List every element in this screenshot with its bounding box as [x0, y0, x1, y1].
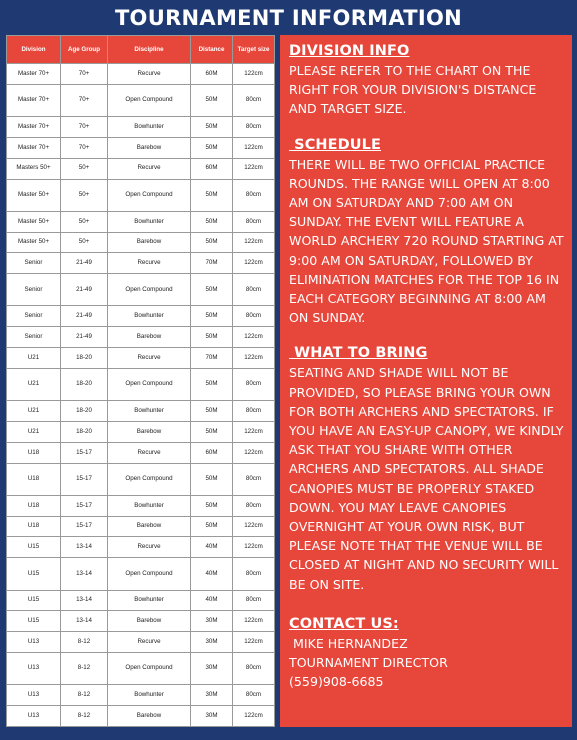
cell-age-group: 18-20 — [61, 348, 108, 369]
table-row — [7, 274, 275, 306]
cell-discipline: Bowhunter — [108, 401, 191, 422]
table-row — [7, 64, 275, 85]
cell-target-size: 80cm — [233, 117, 275, 138]
table-row — [7, 442, 275, 463]
column-header-distance: Distance — [191, 36, 233, 64]
cell-target-size: 80cm — [233, 368, 275, 400]
cell-distance: 30M — [191, 632, 233, 653]
cell-target-size: 80cm — [233, 306, 275, 327]
contact-role: TOURNAMENT DIRECTOR — [289, 655, 448, 671]
cell-target-size: 122cm — [233, 442, 275, 463]
cell-distance: 70M — [191, 253, 233, 274]
cell-target-size: 80cm — [233, 685, 275, 706]
cell-target-size: 122cm — [233, 611, 275, 632]
cell-age-group: 70+ — [61, 137, 108, 158]
cell-division: Master 50+ — [7, 232, 61, 253]
table-row — [7, 652, 275, 684]
table-row — [7, 253, 275, 274]
cell-age-group: 15-17 — [61, 463, 108, 495]
cell-distance: 60M — [191, 442, 233, 463]
cell-age-group: 13-14 — [61, 590, 108, 611]
table-row — [7, 463, 275, 495]
table-row — [7, 368, 275, 400]
table-row — [7, 117, 275, 138]
cell-target-size: 122cm — [233, 64, 275, 85]
cell-distance: 50M — [191, 327, 233, 348]
column-header-discipline: Discipline — [108, 36, 191, 64]
cell-target-size: 122cm — [233, 516, 275, 537]
table-row — [7, 84, 275, 116]
division-table-container — [6, 35, 274, 727]
cell-division: Master 70+ — [7, 137, 61, 158]
cell-age-group: 21-49 — [61, 306, 108, 327]
contact-section — [289, 615, 564, 692]
cell-discipline: Recurve — [108, 348, 191, 369]
cell-target-size: 122cm — [233, 327, 275, 348]
cell-division: U21 — [7, 348, 61, 369]
cell-target-size: 122cm — [233, 421, 275, 442]
cell-age-group: 18-20 — [61, 421, 108, 442]
cell-distance: 50M — [191, 421, 233, 442]
cell-distance: 50M — [191, 306, 233, 327]
cell-age-group: 8-12 — [61, 632, 108, 653]
cell-age-group: 15-17 — [61, 516, 108, 537]
cell-target-size: 80cm — [233, 495, 275, 516]
table-row — [7, 495, 275, 516]
cell-distance: 50M — [191, 137, 233, 158]
cell-division: Master 50+ — [7, 179, 61, 211]
cell-target-size: 80cm — [233, 652, 275, 684]
cell-distance: 60M — [191, 64, 233, 85]
cell-distance: 50M — [191, 232, 233, 253]
cell-distance: 40M — [191, 558, 233, 590]
cell-discipline: Barebow — [108, 137, 191, 158]
cell-distance: 50M — [191, 117, 233, 138]
cell-target-size: 80cm — [233, 558, 275, 590]
cell-division: Master 70+ — [7, 117, 61, 138]
cell-target-size: 80cm — [233, 463, 275, 495]
cell-distance: 40M — [191, 590, 233, 611]
table-row — [7, 516, 275, 537]
table-row — [7, 232, 275, 253]
cell-discipline: Open Compound — [108, 84, 191, 116]
cell-age-group: 50+ — [61, 232, 108, 253]
cell-age-group: 8-12 — [61, 685, 108, 706]
cell-discipline: Bowhunter — [108, 306, 191, 327]
cell-discipline: Recurve — [108, 632, 191, 653]
cell-age-group: 8-12 — [61, 652, 108, 684]
cell-discipline: Open Compound — [108, 368, 191, 400]
cell-distance: 50M — [191, 274, 233, 306]
contact-phone: (559)908-6685 — [289, 674, 384, 690]
division-table — [6, 35, 275, 727]
column-header-target-size: Target size — [233, 36, 275, 64]
table-row — [7, 158, 275, 179]
table-row — [7, 401, 275, 422]
division-info-heading: DIVISION INFO — [289, 43, 410, 59]
table-row — [7, 685, 275, 706]
table-row — [7, 632, 275, 653]
cell-distance: 30M — [191, 685, 233, 706]
table-row — [7, 611, 275, 632]
cell-discipline: Bowhunter — [108, 211, 191, 232]
schedule-text: THERE WILL BE TWO OFFICIAL PRACTICE ROUNDS. THE RANGE WILL OPEN AT 8:00 AM ON SATURDAY AND 7:00 AM ON SUNDAY. THE EVENT WILL FEATURE A WORLD ARCHERY 720 ROUND STARTING AT 9:00 AM ON SATURDAY, FOLLOWED BY ELIMINATION MATCHES FOR THE TOP 16 IN EACH CATEGORY BEGINNING AT 8:00 AM ON SUNDAY. — [289, 156, 564, 326]
what-to-bring-text: SEATING AND SHADE WILL NOT BE PROVIDED, SO PLEASE BRING YOUR OWN FOR BOTH ARCHERS AND SPECTATORS. IF YOU HAVE AN EASY-UP CANOPY, WE KINDLY ASK THAT YOU SHARE WITH OTHER ARCHERS AND SPECTATORS. ALL SHADE CANOPIES MUST BE PROPERLY STAKED DOWN. YOU MAY LEAVE CANOPIES OVERNIGHT AT YOUR OWN RISK, BUT PLEASE NOTE THAT THE VENUE WILL BE CLOSED AT NIGHT AND NO SECURITY WILL BE ON SITE. — [289, 365, 564, 592]
page-title: TOURNAMENT INFORMATION — [114, 6, 463, 30]
table-row — [7, 306, 275, 327]
cell-discipline: Open Compound — [108, 463, 191, 495]
cell-age-group: 21-49 — [61, 274, 108, 306]
cell-target-size: 80cm — [233, 211, 275, 232]
cell-division: U21 — [7, 421, 61, 442]
cell-distance: 30M — [191, 611, 233, 632]
table-row — [7, 211, 275, 232]
schedule-section — [289, 136, 564, 328]
cell-discipline: Barebow — [108, 516, 191, 537]
cell-distance: 40M — [191, 537, 233, 558]
cell-distance: 50M — [191, 463, 233, 495]
cell-division: U18 — [7, 463, 61, 495]
cell-target-size: 80cm — [233, 274, 275, 306]
what-to-bring-section — [289, 344, 564, 593]
cell-discipline: Recurve — [108, 537, 191, 558]
cell-division: Master 50+ — [7, 211, 61, 232]
cell-division: U18 — [7, 516, 61, 537]
division-info-section — [289, 42, 564, 119]
cell-discipline: Recurve — [108, 442, 191, 463]
cell-discipline: Bowhunter — [108, 590, 191, 611]
cell-age-group: 70+ — [61, 117, 108, 138]
table-row — [7, 590, 275, 611]
cell-discipline: Bowhunter — [108, 495, 191, 516]
cell-division: U15 — [7, 537, 61, 558]
cell-division: U15 — [7, 611, 61, 632]
cell-age-group: 50+ — [61, 179, 108, 211]
cell-division: U21 — [7, 401, 61, 422]
table-row — [7, 706, 275, 727]
cell-division: Senior — [7, 327, 61, 348]
table-row — [7, 137, 275, 158]
table-row — [7, 327, 275, 348]
cell-division: U18 — [7, 495, 61, 516]
table-row — [7, 537, 275, 558]
schedule-heading: SCHEDULE — [289, 136, 382, 153]
cell-distance: 50M — [191, 368, 233, 400]
table-row — [7, 348, 275, 369]
cell-discipline: Open Compound — [108, 179, 191, 211]
column-header-age-group: Age Group — [61, 36, 108, 64]
cell-discipline: Barebow — [108, 421, 191, 442]
cell-target-size: 122cm — [233, 137, 275, 158]
cell-division: Senior — [7, 274, 61, 306]
cell-discipline: Bowhunter — [108, 685, 191, 706]
table-row — [7, 558, 275, 590]
cell-division: U13 — [7, 685, 61, 706]
cell-division: U18 — [7, 442, 61, 463]
cell-division: U13 — [7, 706, 61, 727]
cell-age-group: 21-49 — [61, 327, 108, 348]
cell-age-group: 13-14 — [61, 558, 108, 590]
cell-discipline: Recurve — [108, 64, 191, 85]
cell-division: Master 70+ — [7, 84, 61, 116]
cell-discipline: Recurve — [108, 158, 191, 179]
contact-name: MIKE HERNANDEZ — [289, 635, 408, 651]
cell-target-size: 80cm — [233, 84, 275, 116]
cell-discipline: Barebow — [108, 611, 191, 632]
cell-age-group: 15-17 — [61, 495, 108, 516]
cell-division: U21 — [7, 368, 61, 400]
cell-distance: 60M — [191, 158, 233, 179]
cell-age-group: 70+ — [61, 84, 108, 116]
cell-age-group: 21-49 — [61, 253, 108, 274]
contact-heading: CONTACT US: — [289, 615, 399, 632]
cell-target-size: 80cm — [233, 590, 275, 611]
cell-age-group: 18-20 — [61, 401, 108, 422]
cell-age-group: 18-20 — [61, 368, 108, 400]
cell-target-size: 122cm — [233, 158, 275, 179]
cell-division: U13 — [7, 652, 61, 684]
cell-distance: 30M — [191, 706, 233, 727]
cell-distance: 50M — [191, 495, 233, 516]
table-body — [7, 64, 275, 727]
division-info-text: PLEASE REFER TO THE CHART ON THE RIGHT FOR YOUR DIVISION'S DISTANCE AND TARGET SIZE. — [289, 63, 537, 117]
cell-division: U13 — [7, 632, 61, 653]
cell-division: Senior — [7, 253, 61, 274]
table-row — [7, 421, 275, 442]
cell-division: Masters 50+ — [7, 158, 61, 179]
cell-target-size: 122cm — [233, 348, 275, 369]
bottom-bar — [0, 727, 577, 740]
cell-age-group: 13-14 — [61, 611, 108, 632]
cell-target-size: 80cm — [233, 179, 275, 211]
cell-target-size: 122cm — [233, 706, 275, 727]
cell-distance: 50M — [191, 179, 233, 211]
cell-age-group: 50+ — [61, 158, 108, 179]
cell-discipline: Barebow — [108, 232, 191, 253]
table-header-row — [7, 36, 275, 64]
cell-distance: 30M — [191, 652, 233, 684]
cell-distance: 70M — [191, 348, 233, 369]
cell-age-group: 50+ — [61, 211, 108, 232]
cell-target-size: 80cm — [233, 401, 275, 422]
cell-target-size: 122cm — [233, 232, 275, 253]
cell-age-group: 15-17 — [61, 442, 108, 463]
cell-discipline: Bowhunter — [108, 117, 191, 138]
cell-age-group: 8-12 — [61, 706, 108, 727]
cell-distance: 50M — [191, 401, 233, 422]
cell-discipline: Recurve — [108, 253, 191, 274]
cell-discipline: Open Compound — [108, 274, 191, 306]
column-header-division: Division — [7, 36, 61, 64]
cell-discipline: Open Compound — [108, 652, 191, 684]
cell-age-group: 13-14 — [61, 537, 108, 558]
what-to-bring-heading: WHAT TO BRING — [289, 345, 428, 362]
cell-distance: 50M — [191, 211, 233, 232]
cell-division: Senior — [7, 306, 61, 327]
cell-target-size: 122cm — [233, 253, 275, 274]
info-panel — [280, 35, 572, 727]
header-bar — [0, 0, 577, 36]
cell-division: Master 70+ — [7, 64, 61, 85]
cell-discipline: Barebow — [108, 706, 191, 727]
cell-age-group: 70+ — [61, 64, 108, 85]
cell-target-size: 122cm — [233, 632, 275, 653]
cell-target-size: 122cm — [233, 537, 275, 558]
cell-discipline: Barebow — [108, 327, 191, 348]
cell-division: U15 — [7, 590, 61, 611]
cell-distance: 50M — [191, 84, 233, 116]
table-row — [7, 179, 275, 211]
cell-distance: 50M — [191, 516, 233, 537]
cell-division: U15 — [7, 558, 61, 590]
cell-discipline: Open Compound — [108, 558, 191, 590]
